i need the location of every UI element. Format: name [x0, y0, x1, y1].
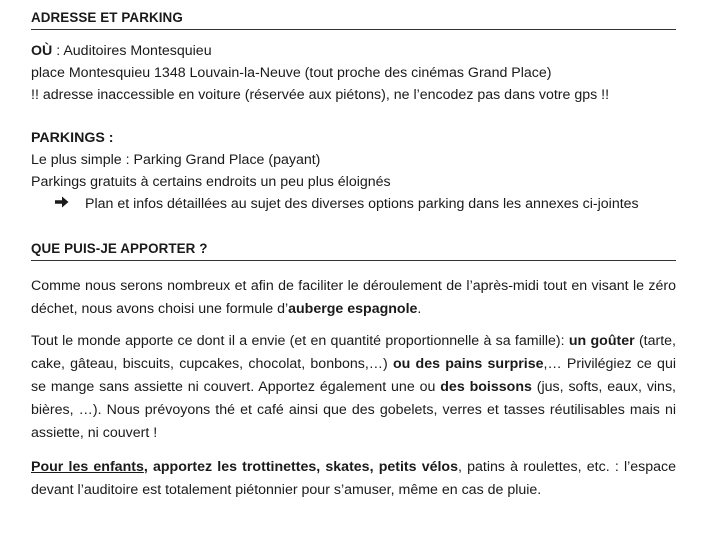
address-line: place Montesquieu 1348 Louvain-la-Neuve (tout proche des cinémas Grand Place) [31, 65, 552, 81]
parking-simple-line: Le plus simple : Parking Grand Place (payant) [31, 152, 321, 168]
where-line [31, 40, 676, 62]
parking-free-line: Parkings gratuits à certains endroits un peu plus éloignés [31, 174, 391, 190]
p2-text-a: Tout le monde apporte ce dont il a envie (et en quantité proportionnelle à sa famille): [31, 333, 569, 349]
p3-bold-items: , apportez les trottinettes, skates, petits vélos [143, 459, 458, 475]
parkings-label [31, 127, 676, 149]
paragraph-zero-waste [31, 275, 676, 321]
document-page [31, 0, 676, 502]
warning-line: !! adresse inaccessible en voiture (réservée aux piétons), ne l’encodez pas dans votre gps !! [31, 87, 610, 103]
parking-plan-text: Plan et infos détaillées au sujet des diverses options parking dans les annexes ci-jointes [85, 196, 639, 212]
p1-end: . [417, 301, 422, 317]
p2-text-e: ,… Privilégiez ce qui se mange sans assiette ni couvert. Apportez également une ou [31, 356, 676, 395]
parking-plan-bullet [31, 193, 676, 215]
section-heading-bring: QUE PUIS-JE APPORTER ? [31, 241, 676, 261]
p2-bold-pains: ou des pains surprise [392, 356, 544, 372]
p2-text-c: (tarte, cake, gâteau, biscuits, cupcakes, chocolat, bonbons,…) [31, 333, 676, 372]
p3-bold-underlined-enfants: Pour les enfants [31, 459, 144, 475]
p2-bold-gouter: un goûter [568, 333, 635, 349]
p3-text: , patins à roulettes, etc. : l’espace devant l’auditoire est totalement piétonnier pour s’amuser, même en cas de pluie. [31, 459, 676, 498]
p2-bold-boissons: des boissons [440, 379, 532, 395]
section-heading-address: ADRESSE ET PARKING [31, 10, 676, 30]
where-value: : Auditoires Montesquieu [52, 43, 212, 59]
paragraph-what-to-bring [31, 330, 676, 445]
parkings-label-text: PARKINGS : [31, 130, 114, 146]
right-arrow-icon [55, 193, 85, 215]
where-label: OÙ [31, 43, 53, 59]
p1-text: Comme nous serons nombreux et afin de faciliter le déroulement de l’après-midi tout en visant le zéro déchet, nous avons choisi une formule d’ [31, 278, 676, 317]
p2-text-g: (jus, softs, eaux, vins, bières, …). Nous prévoyons thé et café ainsi que des gobelets, verres et tasses réutilisables mais ni assiette, ni couvert ! [31, 379, 676, 441]
p1-bold-auberge: auberge espagnole [288, 301, 418, 317]
paragraph-children [31, 456, 676, 502]
